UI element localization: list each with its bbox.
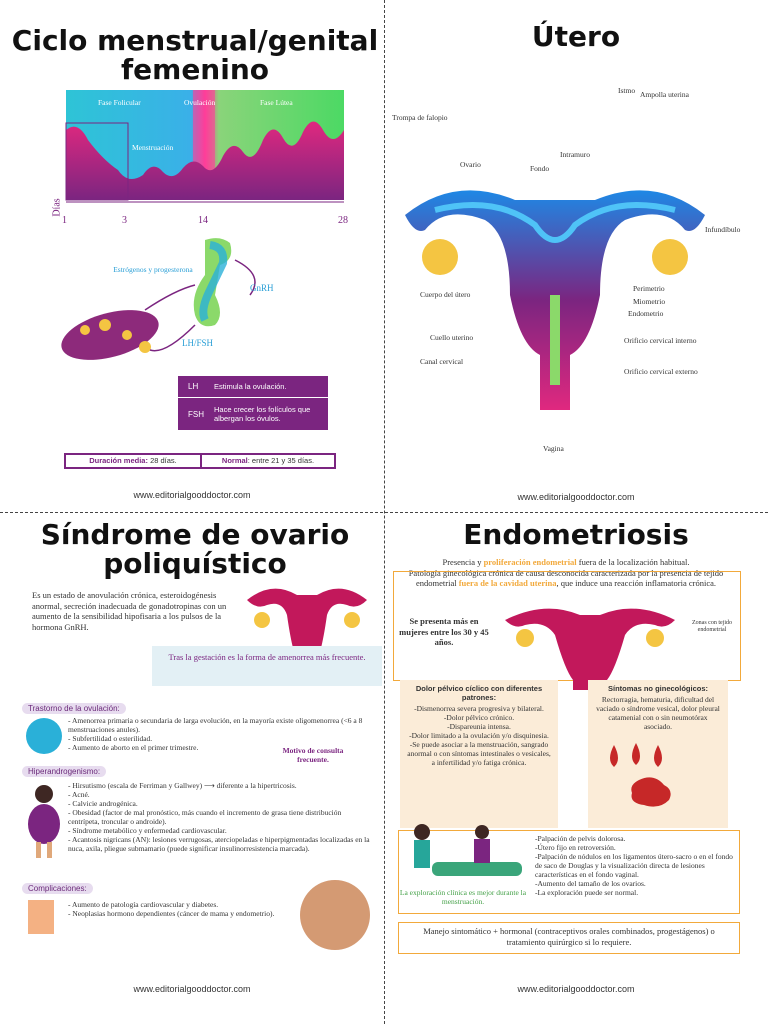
list-item: -Dismenorrea severa progresiva y bilateral.: [414, 704, 544, 713]
footer-link[interactable]: www.editorialgooddoctor.com: [133, 984, 251, 994]
intro-text: , que induce una reacción inflamatoria crónica.: [556, 578, 717, 589]
motivo-consulta: Motivo de consulta frecuente.: [282, 746, 344, 764]
blood-drops-icon: [594, 735, 714, 815]
breast-icon: [28, 900, 54, 934]
intro-text: Presencia y: [442, 557, 484, 567]
list-item: - Acné.: [68, 790, 90, 799]
pain-title: Dolor pélvico cíclico con diferentes patrones:: [415, 684, 543, 702]
label-ampolla: Ampolla uterina: [640, 90, 689, 99]
duration-value: 28 días.: [150, 456, 177, 465]
menstruation-label: Menstruación: [132, 143, 174, 152]
menstrual-cycle-title: Ciclo menstrual/genital femenino: [11, 24, 379, 87]
item-text: - Hirsutismo (escala de Ferriman y Gallwey): [68, 781, 203, 790]
endometriosis-uterus-image: [495, 600, 685, 690]
zones-label: Zonas con tejido endometrial: [692, 620, 732, 634]
list-item: - Aumento de patología cardiovascular y diabetes.: [68, 900, 219, 909]
label-trompa: Trompa de falopio: [392, 113, 448, 122]
list-item: - Síndrome metabólico y enfermedad cardiovascular.: [68, 826, 227, 835]
normal-cell: [202, 455, 334, 467]
hyperandrogenism-list: [68, 781, 373, 853]
nongyn-title: Síntomas no ginecológicos:: [607, 684, 708, 693]
label-cuerpo: Cuerpo del útero: [420, 290, 471, 299]
list-item: - Acantosis nigricans (AN): lesiones verrugosas, aterciopeladas e hiperpigmentadas localizadas en la nuca, axila, pliegue submamario (puede significar insulinorresistencia marcada).: [68, 835, 370, 853]
table-row: [178, 376, 328, 398]
section-hyperandrogenism-title: Hiperandrogenismo:: [22, 766, 106, 777]
intro-text: Patología ginecológica crónica de causa desconocida caracterizada por la presencia de tejido endometrial: [408, 567, 724, 589]
list-item: -Palpación de pelvis dolorosa.: [535, 834, 626, 843]
doctor-patient-image: [402, 822, 532, 890]
label-infundibulo: Infundíbulo: [705, 225, 741, 234]
list-item: - Aumento de aborto en el primer trimestre.: [68, 743, 199, 752]
list-item: -Dispareunia intensa.: [447, 722, 511, 731]
phase-luteal-label: Fase Lútea: [260, 98, 293, 107]
list-item: [68, 781, 373, 790]
list-item: -Útero fijo en retroversión.: [535, 843, 616, 852]
list-item: -Palpación de nódulos en los ligamentos útero-sacro o en el fondo de saco de Douglas y la visualización directa de lesiones características en el fondo vaginal.: [535, 852, 733, 879]
list-item: - Obesidad (factor de mal pronóstico, más cuando el incremento de grasa tiene distribución centrípeta, troncular o androide).: [68, 808, 342, 826]
list-item: - Subfertilidad o esterilidad.: [68, 734, 153, 743]
footer-link[interactable]: www.editorialgooddoctor.com: [517, 492, 635, 502]
hormone-diagram: [55, 235, 285, 370]
label-istmo: Istmo: [618, 86, 636, 95]
pcos-title: Síndrome de ovario poliquístico: [40, 518, 350, 581]
footer-link[interactable]: www.editorialgooddoctor.com: [133, 490, 251, 500]
hormone-key: FSH: [188, 409, 204, 419]
tick-3: 3: [122, 215, 127, 226]
tick-1: 1: [62, 215, 67, 226]
uterus-diagram: [395, 175, 715, 425]
nongyn-box: [588, 680, 728, 828]
label-cuello: Cuello uterino: [430, 333, 474, 342]
intro-highlight: proliferación endometrial: [483, 557, 577, 567]
list-item: -Dolor pélvico crónico.: [443, 713, 515, 722]
label-fondo: Fondo: [530, 164, 550, 173]
list-item: -Dolor limitado a la ovulación y/o disquinesia.: [409, 731, 549, 740]
label-ovario: Ovario: [460, 160, 481, 169]
horizontal-divider: [0, 512, 768, 513]
arrow-text: diferente a la hipertricosis.: [216, 781, 297, 790]
label-miometrio: Miometrio: [633, 297, 666, 306]
label-orificio-ext: Orificio cervical externo: [624, 367, 698, 376]
pain-list: [406, 704, 552, 767]
label-vagina: Vagina: [543, 444, 564, 453]
list-item: -Se puede asociar a la menstruación, sangrado anormal o con síntomas intestinales o vesicales, a infertilidad y/o fatiga crónica.: [407, 740, 551, 767]
tick-14: 14: [198, 215, 208, 226]
endometriosis-title: Endometriosis: [463, 518, 689, 551]
section-ovulation-title: Trastorno de la ovulación:: [22, 703, 126, 714]
nongyn-text: Rectorragia, hematuria, dificultad del vaciado o síndrome vesical, dolor pleural catamenial con o sin neumotórax asociado.: [596, 695, 720, 731]
exploration-note: La exploración clínica es mejor durante la menstruación.: [399, 888, 527, 906]
phase-ovulation-label: Ovulación: [184, 98, 216, 107]
days-axis-label: Días: [51, 198, 63, 217]
list-item: - Neoplasias hormono dependientes (cáncer de mama y endometrio).: [68, 909, 275, 918]
section-complications-title: Complicaciones:: [22, 883, 93, 894]
pcos-note: Tras la gestación es la forma de amenorrea más frecuente.: [152, 646, 382, 686]
label-intramuro: Intramuro: [560, 150, 590, 159]
normal-value: : entre 21 y 35 días.: [247, 456, 315, 465]
list-item: - Calvicie androgénica.: [68, 799, 138, 808]
uterus-title: Útero: [531, 20, 621, 53]
table-row: [178, 398, 328, 430]
gnrh-label: GnRH: [250, 283, 274, 293]
estrogen-label: Estrógenos y progesterona: [113, 265, 193, 274]
neck-image: [300, 880, 370, 950]
intro-text: fuera de la localización habitual.: [576, 557, 690, 567]
pcos-intro: Es un estado de anovulación crónica, esteroidogénesis anormal, secreción inadecuada de gonadotropinas con un aumento de la sensibilidad hipofisaria a los pulsos de la hormona GnRH.: [32, 590, 227, 632]
management-box: Manejo sintomático + hormonal (contraceptivos orales combinados, progestágenos) o tratamiento quirúrgico si lo requiere.: [398, 922, 740, 954]
duration-label: Duración media:: [89, 456, 148, 465]
complications-list: [68, 900, 288, 918]
woman-icon: [22, 782, 66, 858]
fetus-icon: [26, 718, 62, 754]
exam-list: [535, 834, 735, 897]
footer-link[interactable]: www.editorialgooddoctor.com: [517, 984, 635, 994]
hormone-table: [178, 376, 328, 430]
duration-cell: [66, 455, 202, 467]
pain-box: [400, 680, 558, 828]
lhfsh-label: LH/FSH: [182, 338, 214, 348]
intro-highlight: fuera de la cavidad uterina: [458, 578, 557, 589]
normal-label: Normal: [221, 456, 248, 465]
tick-28: 28: [338, 215, 348, 226]
list-item: -La exploración puede ser normal.: [535, 888, 639, 897]
label-canal: Canal cervical: [420, 357, 464, 366]
phase-follicular-label: Fase Folicular: [98, 98, 141, 107]
label-endometrio: Endometrio: [628, 309, 664, 318]
hormone-desc: Estimula la ovulación.: [214, 382, 287, 391]
cycle-graph: [48, 90, 360, 230]
list-item: -Aumento del tamaño de los ovarios.: [535, 879, 646, 888]
label-orificio-int: Orificio cervical interno: [624, 336, 697, 345]
hormone-key: LH: [188, 382, 199, 391]
arrow-icon: ⟶: [204, 781, 215, 790]
age-text: Se presenta más en mujeres entre los 30 y 45 años.: [399, 616, 489, 648]
list-item: - Amenorrea primaria o secundaria de larga evolución, en la mayoría existe oligomenorrea (<6 a 8 menstruaciones anules).: [68, 716, 363, 734]
label-perimetrio: Perimetrio: [633, 284, 665, 293]
hormone-desc: Hace crecer los folículos que albergan los óvulos.: [214, 405, 311, 423]
duration-bar: [64, 453, 336, 469]
